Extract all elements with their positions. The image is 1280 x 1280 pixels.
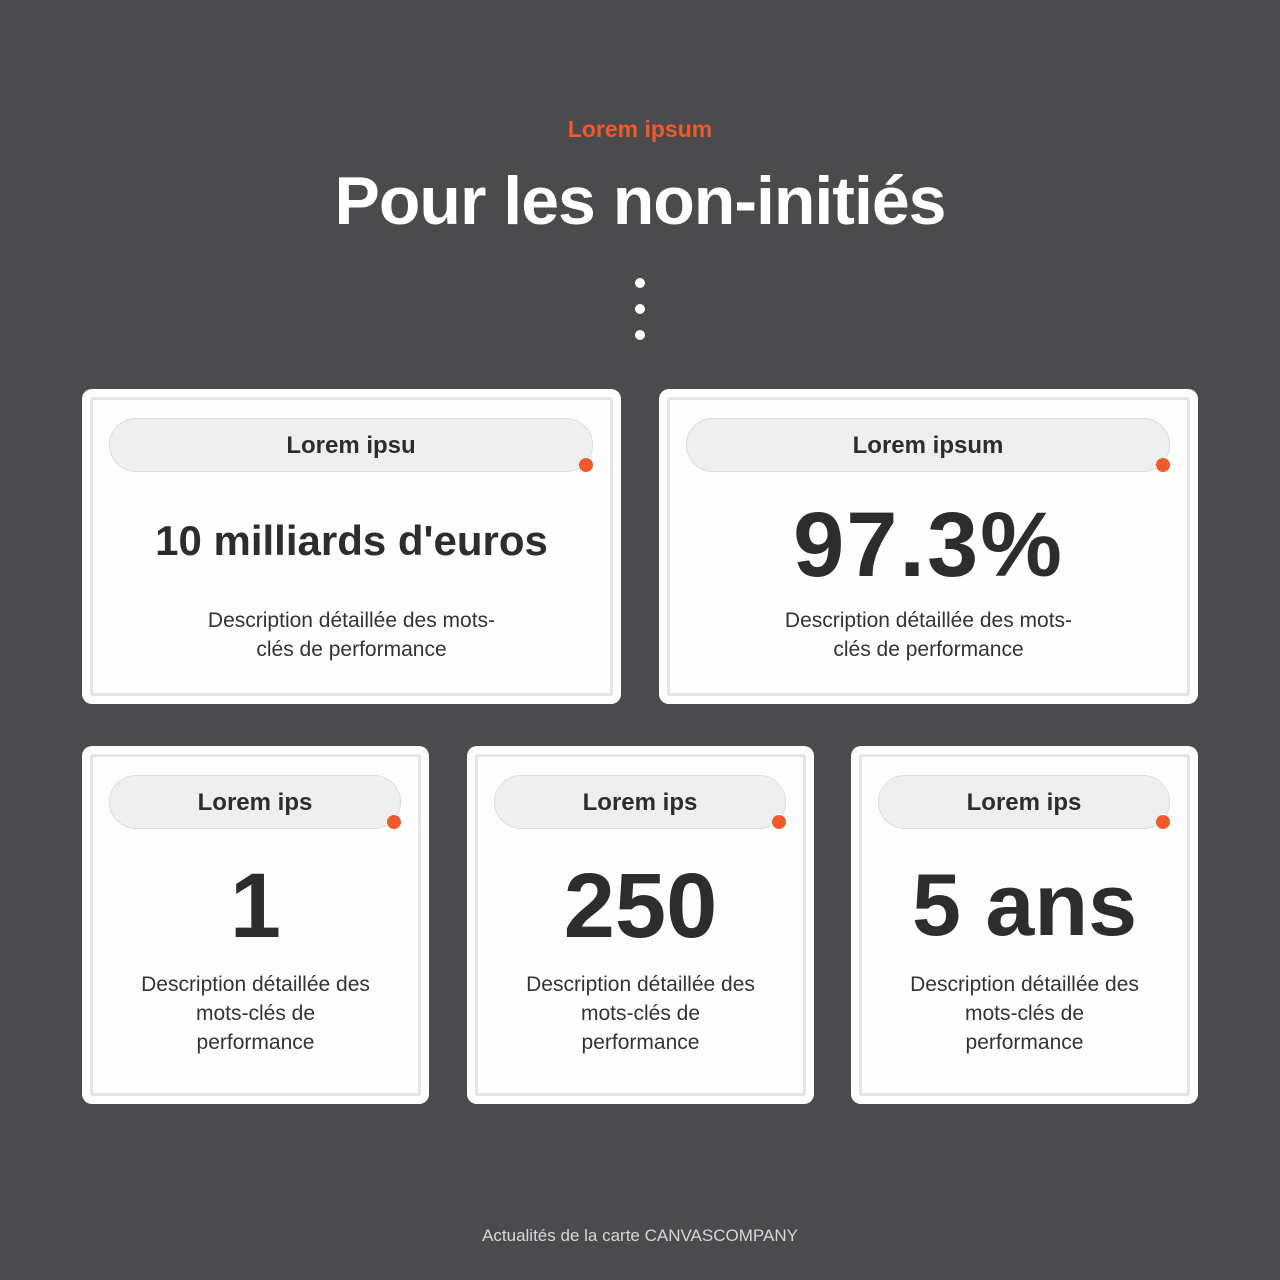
accent-dot-icon [578, 457, 594, 473]
eyebrow-label: Lorem ipsum [567, 116, 713, 142]
ellipsis-dot [635, 304, 645, 314]
card-label-pill: Lorem ipsu [109, 418, 593, 472]
accent-dot-icon [386, 814, 402, 830]
stat-value: 250 [563, 855, 718, 957]
page-title: Pour les non-initiés [334, 163, 946, 239]
stat-description: Description détaillée des mots-clés de performance [784, 609, 1073, 661]
ellipsis-dot [635, 330, 645, 340]
stat-card-3 [82, 746, 429, 1104]
accent-dot-icon [1155, 814, 1171, 830]
stat-value: 1 [229, 855, 282, 957]
card-label-pill: Lorem ips [878, 775, 1170, 829]
stat-card-1 [82, 389, 621, 704]
card-label-pill: Lorem ips [494, 775, 786, 829]
ellipsis-dot [635, 278, 645, 288]
stat-card-4 [467, 746, 814, 1104]
card-label-pill: Lorem ips [109, 775, 401, 829]
stat-description: Description détaillée des mots-clés de performance [141, 973, 370, 1054]
stat-description: Description détaillée des mots-clés de performance [910, 973, 1139, 1054]
vertical-ellipsis-icon [635, 278, 645, 356]
stat-description: Description détaillée des mots-clés de performance [207, 609, 496, 661]
stat-value: 10 milliards d'euros [155, 517, 548, 564]
stat-card-5 [851, 746, 1198, 1104]
stat-card-2 [659, 389, 1198, 704]
stat-value: 97.3% [793, 494, 1064, 596]
stat-description: Description détaillée des mots-clés de performance [526, 973, 755, 1054]
stat-value: 5 ans [911, 855, 1138, 954]
accent-dot-icon [1155, 457, 1171, 473]
card-label-pill: Lorem ipsum [686, 418, 1170, 472]
accent-dot-icon [771, 814, 787, 830]
footer-credit: Actualités de la carte CANVASCOMPANY [482, 1226, 798, 1245]
